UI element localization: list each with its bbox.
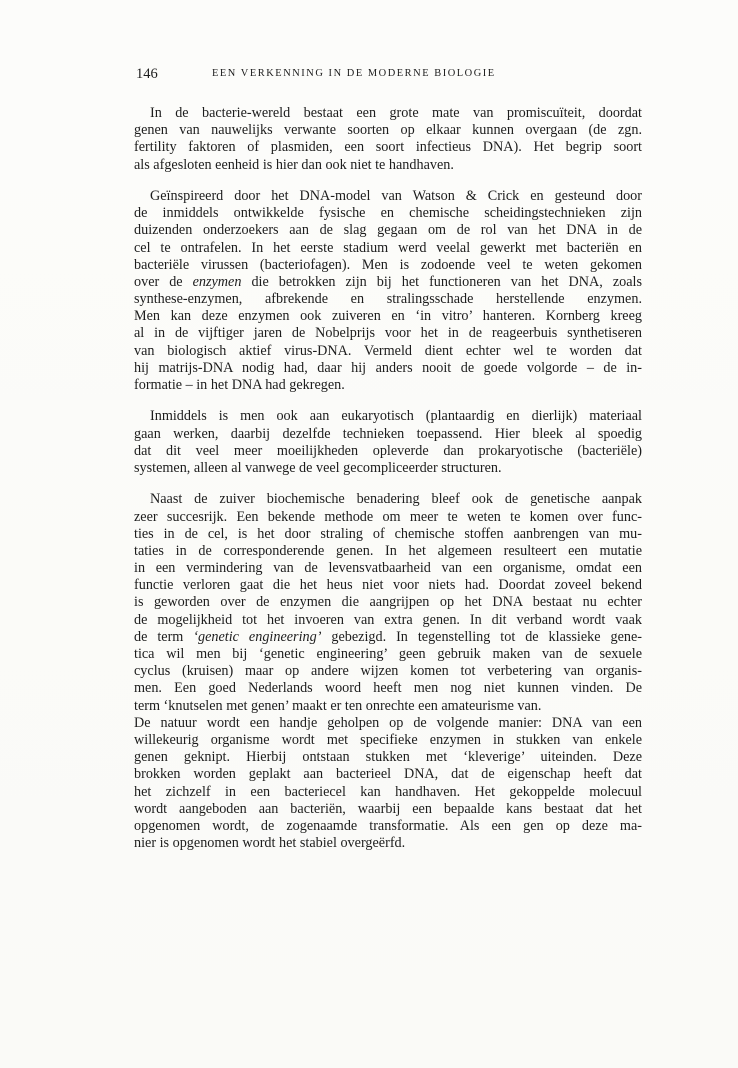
text-line: brokken worden geplakt aan bacterieel DNA, dat de eigenschap heeft dat bbox=[134, 766, 642, 783]
text-line: de mogelijkheid tot het invoeren van extra genen. In dit verband wordt vaak bbox=[134, 611, 642, 628]
text-line: formatie – in het DNA had gekregen. bbox=[134, 377, 345, 393]
text-line: cel te ontrafelen. In het eerste stadium werd veelal gewerkt met bacteriën en bbox=[134, 239, 642, 256]
paragraph bbox=[134, 408, 642, 477]
text-line: De natuur wordt een handje geholpen op de volgende manier: DNA van een bbox=[134, 714, 642, 731]
text-line: Naast de zuiver biochemische benadering bleef ook de genetische aanpak bbox=[150, 491, 642, 508]
text-line: het zichzelf in een bacteriecel kan handhaven. Het gekoppelde molecuul bbox=[134, 783, 642, 800]
running-head: EEN VERKENNING IN DE MODERNE BIOLOGIE bbox=[212, 68, 496, 79]
paragraph-gap bbox=[134, 477, 642, 491]
text-line: hij matrijs-DNA nodig had, daar hij anders nooit de goede volgorde – de in- bbox=[134, 359, 642, 376]
text-line: in een vermindering van de levensvatbaarheid van een organisme, omdat een bbox=[134, 560, 642, 577]
paragraph bbox=[134, 491, 642, 852]
body-text bbox=[134, 105, 642, 852]
page-number: 146 bbox=[136, 66, 158, 82]
text-line: dat dit veel meer moeilijkheden opleverde dan prokaryotische (bacteriële) bbox=[134, 442, 642, 459]
text-line: Inmiddels is men ook aan eukaryotisch (plantaardig en dierlijk) materiaal bbox=[150, 408, 642, 425]
text-line: men. Een goed Nederlands woord heeft men nog niet kunnen vinden. De bbox=[134, 680, 642, 697]
paragraph-gap bbox=[134, 174, 642, 188]
text-line: nier is opgenomen wordt het stabiel overgeërfd. bbox=[134, 835, 406, 852]
text-line: functie verloren gaat die het heus niet voor niets had. Doordat zoveel bekend bbox=[134, 577, 642, 594]
text-line: ties in de cel, is het door straling of chemische stoffen aanbrengen van mu- bbox=[134, 525, 642, 542]
text-line: willekeurig organisme wordt met specifieke enzymen in stukken van enkele bbox=[134, 731, 642, 748]
text-line: systemen, alleen al vanwege de veel gecompliceerder structuren. bbox=[134, 459, 502, 476]
text-line: Geïnspireerd door het DNA-model van Watson & Crick en gesteund door bbox=[150, 187, 642, 204]
text-line: fertility faktoren of plasmiden, een soort infectieus DNA). Het begrip soort bbox=[134, 139, 642, 156]
text-line: synthese-enzymen, afbrekende en stralingsschade herstellende enzymen. bbox=[134, 291, 642, 308]
paragraph bbox=[134, 105, 642, 174]
text-line: de inmiddels ontwikkelde fysische en chemische scheidingstechnieken zijn bbox=[134, 205, 642, 222]
text-line: is geworden over de enzymen die aangrijpen op het DNA bestaat nu echter bbox=[134, 594, 642, 611]
text-line: term ‘knutselen met genen’ maakt er ten onrechte een amateurisme van. bbox=[134, 697, 542, 714]
text-line: opgenomen wordt, de zogenaamde transformatie. Als een gen op deze ma- bbox=[134, 817, 642, 834]
text-line: taties in de corresponderende genen. In het algemeen resulteert een mutatie bbox=[134, 542, 642, 559]
paragraph-gap bbox=[134, 394, 642, 408]
text-line: bacteriële virussen (bacteriofagen). Men is zodoende veel te weten gekomen bbox=[134, 256, 642, 273]
text-line: de term ‘genetic engineering’ gebezigd. In tegenstelling tot de klassieke gene- bbox=[134, 628, 642, 645]
text-line: wordt aangeboden aan bacteriën, waarbij een bepaalde kans bestaat dat het bbox=[134, 800, 642, 817]
text-line: als afgesloten eenheid is hier dan ook niet te handhaven. bbox=[134, 156, 454, 173]
text-line: duizenden onderzoekers aan de slag gegaan om de rol van het DNA in de bbox=[134, 222, 642, 239]
text-line: over de enzymen die betrokken zijn bij het functioneren van het DNA, zoals bbox=[134, 273, 642, 290]
text-line: In de bacterie-wereld bestaat een grote mate van promiscuïteit, doordat bbox=[150, 105, 642, 121]
paragraph bbox=[134, 188, 642, 394]
text-line: tica wil men bij ‘genetic engineering’ geen gebruik maken van de sexuele bbox=[134, 646, 642, 662]
text-line: al in de vijftiger jaren de Nobelprijs voor het in de reageerbuis synthetiseren bbox=[134, 325, 642, 342]
text-line: genen geknipt. Hierbij ontstaan stukken met ‘kleverige’ uiteinden. Deze bbox=[134, 749, 642, 766]
text-line: cyclus (kruisen) maar op andere wijzen komen tot verbetering van organis- bbox=[134, 663, 642, 680]
page-header bbox=[136, 66, 642, 86]
text-line: van biologisch aktief virus-DNA. Vermeld dient echter wel te worden dat bbox=[134, 342, 642, 359]
text-line: gaan werken, daarbij dezelfde technieken toepassend. Hier bleek al spoedig bbox=[134, 425, 642, 442]
text-line: genen van nauwelijks verwante soorten op elkaar kunnen overgaan (de zgn. bbox=[134, 122, 642, 139]
text-line: zeer succesrijk. Een bekende methode om meer te weten te komen over func- bbox=[134, 508, 642, 525]
text-line: Men kan deze enzymen ook zuiveren en ‘in vitro’ hanteren. Kornberg kreeg bbox=[134, 308, 642, 325]
